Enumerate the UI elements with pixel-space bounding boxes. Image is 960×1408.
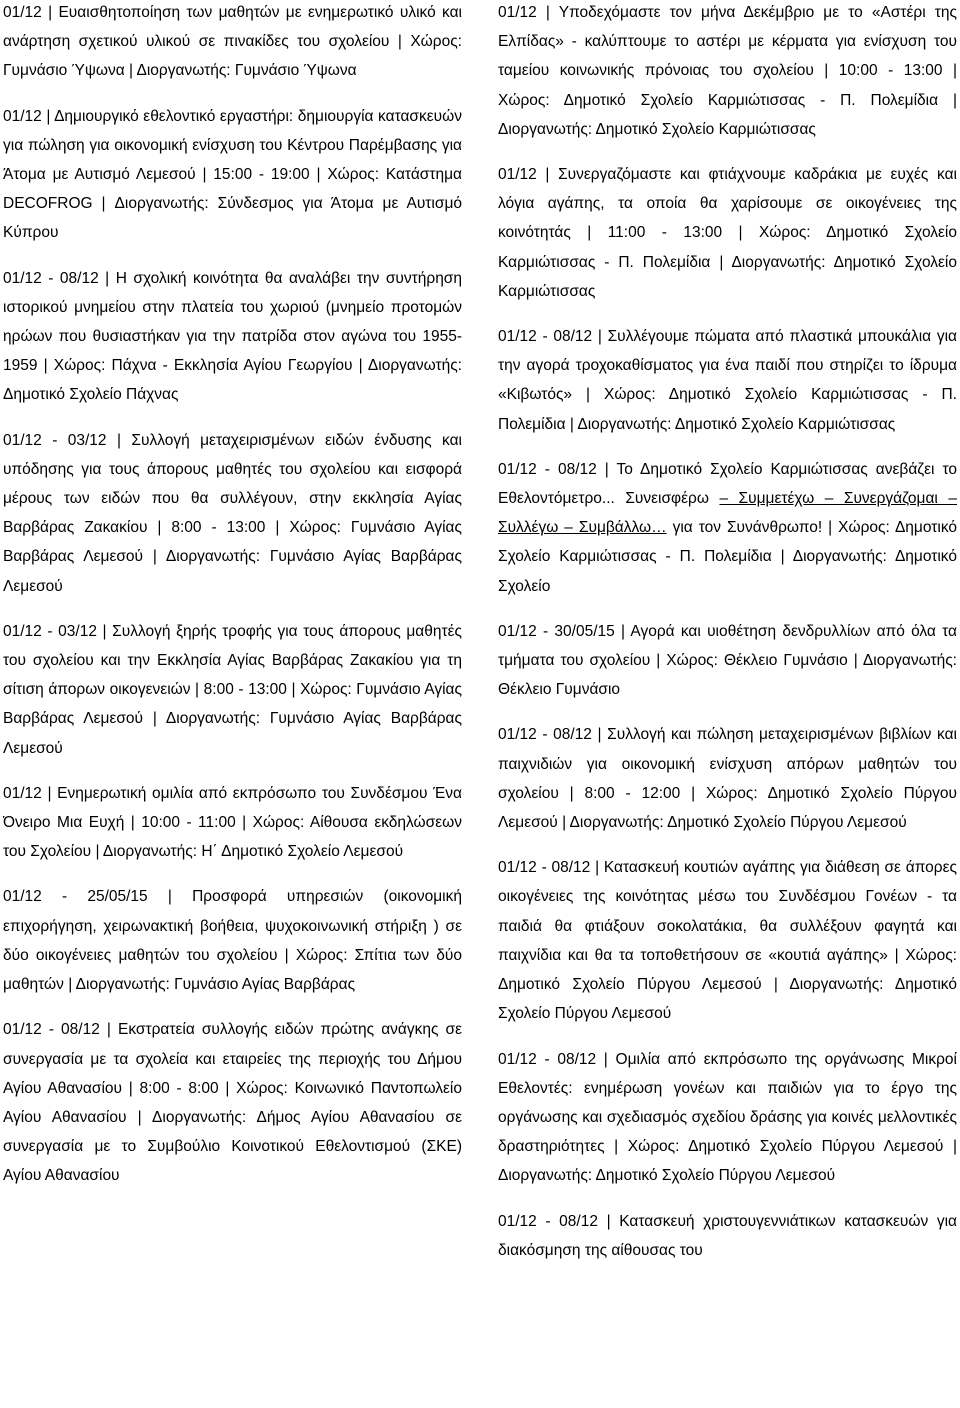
- entry-text: 01/12 | Συνεργαζόμαστε και φτιάχνουμε καδράκια με ευχές και λόγια αγάπης, τα οποία θα χαρίσουμε σε οικογένειες της κοινότητάς | 11:00 - 13:00 | Χώρος: Δημοτικό Σχολείο Καρμιώτισσας - Π. Πολεμίδια | Διοργανωτής: Δημοτικό Σχολείο Καρμιώτισσας: [498, 166, 957, 300]
- entry-text: 01/12 - 08/12 | Κατασκευή χριστουγεννιάτικων κατασκευών για διακόσμηση της αίθουσας του: [498, 1212, 957, 1259]
- event-entry: [498, 720, 957, 837]
- event-entry: [498, 1207, 957, 1265]
- entry-text: 01/12 - 08/12 | Η σχολική κοινότητα θα αναλάβει την συντήρηση ιστορικού μνημείου στην πλατεία του χωριού (μνημείο προτομών ηρώων που θυσιαστήκαν για την πατρίδα στον αγώνα του 1955-1959 | Χώρος: Πάχνα - Εκκλησία Αγίου Γεωργίου | Διοργανωτής: Δημοτικό Σχολείο Πάχνας: [3, 269, 462, 404]
- right-column: [498, 0, 957, 1408]
- entry-text: 01/12 | Ενημερωτική ομιλία από εκπρόσωπο του Συνδέσμου Ένα Όνειρο Μια Ευχή | 10:00 - 11:00 | Χώρος: Αίθουσα εκδηλώσεων του Σχολείου | Διοργανωτής: Η΄ Δημοτικό Σχολείο Λεμεσού: [3, 784, 462, 861]
- underlined-text: – Συμμετέχω – Συνεργάζομαι – Συλλέγω – Συμβάλλω…: [498, 490, 957, 537]
- event-entry: [3, 779, 462, 867]
- event-entry: [498, 160, 957, 306]
- entry-text: για τον Συνάνθρωπο! | Χώρος: Δημοτικό Σχολείο Καρμιώτισσας - Π. Πολεμίδια | Διοργανωτής: Δημοτικό Σχολείο: [498, 519, 957, 595]
- entry-text: 01/12 - 30/05/15 | Αγορά και υιοθέτηση δενδρυλλίων από όλα τα τμήματα του σχολείου | Χώρος: Θέκλειο Γυμνάσιο | Διοργανωτής: Θέκλειο Γυμνάσιο: [498, 622, 957, 699]
- event-entry: [3, 264, 462, 410]
- event-entry: [3, 1015, 462, 1190]
- entry-text: 01/12 - 08/12 | Εκστρατεία συλλογής ειδών πρώτης ανάγκης σε συνεργασία με τα σχολεία και εταιρείες της περιοχής του Δήμου Αγίου Αθανασίου | 8:00 - 8:00 | Χώρος: Κοινωνικό Παντοπωλείο Αγίου Αθανασίου | Διοργανωτής: Δήμος Αγίου Αθανασίου σε συνεργασία με το Συμβούλιο Κοινοτικού Εθελοντισμού (ΣΚΕ) Αγίου Αθανασίου: [3, 1021, 462, 1185]
- entry-text: 01/12 - 25/05/15 | Προσφορά υπηρεσιών (οικονομική επιχορήγηση, χειρωνακτική βοήθεια, ψυχοκοινωνική στήριξη ) σε δύο οικογένειες μαθητών του σχολείου | Χώρος: Σπίτια των δύο μαθητών | Διοργανωτής: Γυμνάσιο Αγίας Βαρβάρας: [3, 888, 462, 994]
- event-entry: [3, 102, 462, 248]
- entry-text: 01/12 - 03/12 | Συλλογή ξηρής τροφής για τους άπορους μαθητές του σχολείου και την Εκκλησία Αγίας Βαρβάρας Ζακακίου για τη σίτιση άπορων οικογενειών | 8:00 - 13:00 | Χώρος: Γυμνάσιο Αγίας Βαρβάρας Λεμεσού | Διοργανωτής: Γυμνάσιο Αγίας Βαρβάρας Λεμεσού: [3, 622, 462, 757]
- event-entry: [3, 0, 462, 86]
- entry-text: 01/12 - 08/12 | Κατασκευή κουτιών αγάπης για διάθεση σε άπορες οικογένειες της κοινότητας μέσω του Συνδέσμου Γονέων - τα παιδιά θα φτιάξουν σοκολατάκια, θα συλλέξουν φαγητά και παιχνίδια και θα τα τοποθετήσουν σε «κουτιά αγάπης» | Χώρος: Δημοτικό Σχολείο Πύργου Λεμεσού | Διοργανωτής: Δημοτικό Σχολείο Πύργου Λεμεσού: [498, 859, 957, 1023]
- left-column: [3, 0, 462, 1408]
- entry-text: 01/12 | Υποδεχόμαστε τον μήνα Δεκέμβριο με το «Αστέρι της Ελπίδας» - καλύπτουμε το αστέρι με κέρματα για ενίσχυση του ταμείου κοινωνικής πρόνοιας του σχολείου | 10:00 - 13:00 | Χώρος: Δημοτικό Σχολείο Καρμιώτισσας - Π. Πολεμίδια | Διοργανωτής: Δημοτικό Σχολείο Καρμιώτισσας: [498, 4, 957, 138]
- event-entry: [498, 1045, 957, 1191]
- event-entry: [3, 882, 462, 999]
- event-entry: [3, 426, 462, 601]
- entry-text: 01/12 | Δημιουργικό εθελοντικό εργαστήρι: δημιουργία κατασκευών για πώληση για οικονομική ενίσχυση του Κέντρου Παρέμβασης για Άτομα με Αυτισμό Λεμεσού | 15:00 - 19:00 | Χώρος: Κατάστημα DECOFROG | Διοργανωτής: Σύνδεσμος για Άτομα με Αυτισμό Κύπρου: [3, 107, 462, 242]
- entry-text: 01/12 | Ευαισθητοποίηση των μαθητών με ενημερωτικό υλικό και ανάρτηση σχετικού υλικού σε πινακίδες του σχολείου | Χώρος: Γυμνάσιο Ύψωνα | Διοργανωτής: Γυμνάσιο Ύψωνα: [3, 4, 462, 80]
- entry-text: 01/12 - 08/12 | Συλλογή και πώληση μεταχειρισμένων βιβλίων και παιχνιδιών για οικονομική ενίσχυση απόρων μαθητών του σχολείου | 8:00 - 12:00 | Χώρος: Δημοτικό Σχολείο Πύργου Λεμεσού | Διοργανωτής: Δημοτικό Σχολείο Πύργου Λεμεσού: [498, 726, 957, 832]
- event-entry: [498, 853, 957, 1028]
- entry-text: 01/12 - 03/12 | Συλλογή μεταχειρισμένων ειδών ένδυσης και υπόδησης για τους άπορους μαθητές του σχολείου και εισφορά μέρους των ειδών που θα συλλέγουν, στην εκκλησία Αγίας Βαρβάρας Ζακακίου | 8:00 - 13:00 | Χώρος: Γυμνάσιο Αγίας Βαρβάρας Λεμεσού | Διοργανωτής: Γυμνάσιο Αγίας Βαρβάρας Λεμεσού: [3, 431, 462, 595]
- entry-text: 01/12 - 08/12 | Ομιλία από εκπρόσωπο της οργάνωσης Μικροί Εθελοντές: ενημέρωση γονέων και παιδιών για το έργο της οργάνωσης και σχεδιασμός σχεδίου δράσης για κοινές μελλοντικές δραστηριότητες | Χώρος: Δημοτικό Σχολείο Πύργου Λεμεσού | Διοργανωτής: Δημοτικό Σχολείο Πύργου Λεμεσού: [498, 1050, 957, 1185]
- event-entry: [498, 322, 957, 439]
- event-entry: [498, 455, 957, 601]
- entry-text: 01/12 - 08/12 | Συλλέγουμε πώματα από πλαστικά μπουκάλια για την αγορά τροχοκαθίσματος για ένα παιδί που στηρίζει το ίδρυμα «Κιβωτός» | Χώρος: Δημοτικό Σχολείο Καρμιώτισσας - Π. Πολεμίδια | Διοργανωτής: Δημοτικό Σχολείο Καρμιώτισσας: [498, 328, 957, 433]
- event-entry: [498, 0, 957, 144]
- event-entry: [3, 617, 462, 763]
- entry-text: 01/12 - 08/12 | Το Δημοτικό Σχολείο Καρμιώτισσας ανεβάζει το Εθελοντόμετρο... Συνεισφέρω: [498, 460, 957, 508]
- event-entry: [498, 617, 957, 705]
